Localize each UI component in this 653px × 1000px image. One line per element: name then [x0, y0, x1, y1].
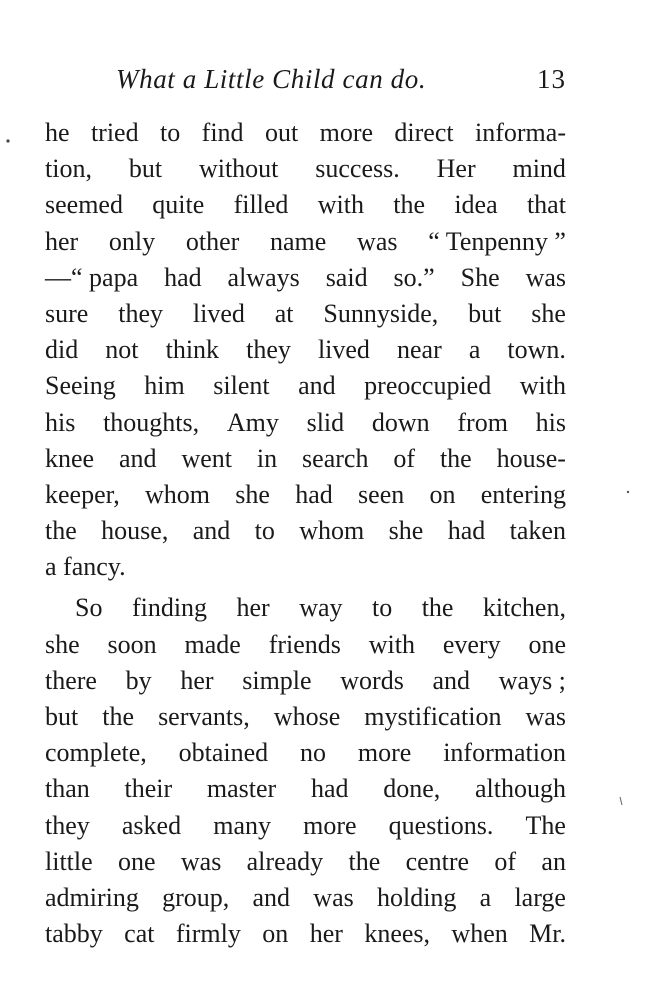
word: the — [102, 702, 135, 731]
word: to — [254, 516, 275, 546]
word: always — [227, 262, 300, 292]
word: lived — [192, 298, 245, 328]
word: holding — [376, 882, 457, 912]
word: friends — [268, 629, 341, 659]
word: and — [298, 371, 336, 401]
page-number: 13 — [537, 64, 566, 94]
word: but — [128, 154, 163, 184]
running-title: What a Little Child can do. — [116, 64, 427, 94]
word: was — [313, 882, 354, 912]
word: So — [75, 593, 103, 623]
word: soon — [107, 629, 157, 659]
word: and — [252, 882, 291, 912]
text-line — [45, 260, 566, 296]
word: by — [125, 665, 152, 695]
word: only — [108, 226, 156, 256]
word: with — [317, 190, 364, 220]
word: was — [525, 702, 566, 731]
word: with — [368, 629, 415, 659]
word: so.” — [393, 262, 435, 292]
word: they — [246, 335, 291, 365]
word: a fancy. — [45, 552, 126, 582]
word: said — [325, 262, 368, 292]
word: way — [299, 593, 343, 623]
word: She — [460, 262, 500, 292]
word: had — [447, 516, 486, 546]
text-line — [45, 627, 566, 663]
word: taken — [509, 516, 566, 546]
word: to — [371, 593, 393, 623]
word: idea — [454, 190, 498, 220]
word: the — [348, 846, 381, 876]
text-line — [45, 187, 566, 223]
word: done, — [383, 774, 441, 804]
word: and — [119, 443, 157, 473]
word: an — [541, 846, 566, 876]
word: had — [164, 262, 202, 292]
word: she — [531, 298, 566, 328]
word: Amy — [226, 407, 279, 437]
word: quite — [152, 190, 205, 220]
word: tabby — [45, 919, 103, 949]
word: seen — [358, 479, 405, 509]
word: had — [310, 774, 349, 804]
word: kitchen, — [482, 593, 566, 623]
word: she — [45, 629, 80, 659]
paragraph — [45, 590, 566, 952]
word: ways ; — [498, 665, 566, 695]
word: every — [442, 629, 501, 659]
word: was — [357, 226, 398, 256]
word: tion, — [45, 154, 92, 184]
word: his — [45, 407, 76, 437]
word: more — [303, 810, 357, 840]
word: made — [184, 629, 241, 659]
word: down — [371, 407, 430, 437]
word: her — [309, 919, 343, 949]
word: already — [246, 846, 324, 876]
word: think — [165, 335, 220, 365]
word: at — [274, 298, 294, 328]
word: informa- — [475, 118, 566, 147]
word: more — [319, 118, 374, 147]
word: sure — [45, 298, 89, 328]
word: when — [451, 919, 508, 949]
word: master — [206, 774, 277, 804]
word: the — [393, 190, 426, 220]
body-text — [45, 115, 566, 952]
word: out — [264, 118, 299, 147]
text-line — [45, 368, 566, 404]
word: obtained — [178, 738, 269, 768]
text-line — [45, 771, 566, 807]
word: of — [393, 443, 416, 473]
word: her — [180, 665, 214, 695]
word: filled — [233, 190, 289, 220]
text-line — [45, 663, 566, 699]
word: without — [198, 154, 279, 184]
word: from — [457, 407, 508, 437]
word: whose — [273, 702, 341, 731]
word: in — [256, 443, 278, 473]
text-line — [45, 590, 566, 626]
word: his — [535, 407, 566, 437]
text-line — [45, 441, 566, 477]
word: mystification — [364, 702, 502, 731]
word: —“ papa — [45, 262, 139, 292]
word: other — [185, 226, 240, 256]
word: they — [45, 810, 90, 840]
word: information — [443, 738, 566, 768]
word: but — [468, 298, 502, 328]
word: questions. — [388, 810, 494, 840]
word: group, — [162, 882, 230, 912]
word: admiring — [45, 882, 139, 912]
word: search — [302, 443, 369, 473]
word: town. — [507, 335, 566, 365]
text-line — [45, 405, 566, 441]
word: many — [213, 810, 271, 840]
word: was — [180, 846, 222, 876]
text-line — [45, 916, 566, 952]
word: knees, — [364, 919, 431, 949]
word: their — [124, 774, 173, 804]
word: although — [475, 774, 566, 804]
word: there — [45, 665, 97, 695]
word: she — [388, 516, 424, 546]
word: to — [160, 118, 181, 147]
text-line — [45, 699, 566, 735]
word: but — [45, 702, 79, 731]
word: they — [118, 298, 163, 328]
word: on — [262, 919, 289, 949]
word: finding — [131, 593, 208, 623]
word: Sunnyside, — [323, 298, 439, 328]
word: house- — [496, 443, 566, 473]
word: house, — [101, 516, 169, 546]
word: name — [270, 226, 327, 256]
text-line — [45, 151, 566, 187]
word: the — [421, 593, 454, 623]
word: the — [439, 443, 472, 473]
word: simple — [242, 665, 312, 695]
running-head — [0, 64, 653, 104]
text-line — [45, 477, 566, 513]
word: Mr. — [529, 919, 566, 949]
word: she — [235, 479, 270, 509]
word: had — [295, 479, 333, 509]
word: that — [526, 190, 566, 220]
text-line — [45, 296, 566, 332]
word: find — [201, 118, 244, 147]
word: thoughts, — [103, 407, 200, 437]
word: no — [300, 738, 327, 768]
word: and — [192, 516, 231, 546]
text-line — [45, 224, 566, 260]
word: entering — [480, 479, 566, 509]
word: asked — [121, 810, 182, 840]
word: lived — [317, 335, 370, 365]
word: a — [468, 335, 481, 365]
word: he — [45, 118, 70, 147]
word: was — [525, 262, 566, 292]
word: near — [397, 335, 442, 365]
word: him — [144, 371, 185, 401]
word: large — [514, 882, 566, 912]
word: preoccupied — [364, 371, 492, 401]
text-line — [45, 735, 566, 771]
word: on — [429, 479, 456, 509]
word: centre — [405, 846, 470, 876]
text-line — [45, 332, 566, 368]
text-line — [45, 880, 566, 916]
word: one — [528, 629, 566, 659]
word: keeper, — [45, 479, 120, 509]
word: of — [494, 846, 517, 876]
word: her — [45, 226, 79, 256]
word: than — [45, 774, 90, 804]
word: firmly — [175, 919, 241, 949]
word: slid — [306, 407, 345, 437]
word: direct — [394, 118, 454, 147]
word: success. — [315, 154, 400, 184]
word: little — [45, 846, 93, 876]
word: Seeing — [45, 371, 116, 401]
word: not — [105, 335, 139, 365]
word: her — [236, 593, 270, 623]
word: whom — [299, 516, 365, 546]
word: did — [45, 335, 79, 365]
text-line — [45, 513, 566, 549]
word: silent — [213, 371, 270, 401]
word: the — [45, 516, 77, 546]
word: whom — [145, 479, 211, 509]
word: more — [357, 738, 412, 768]
word: went — [181, 443, 232, 473]
word: complete, — [45, 738, 147, 768]
word: mind — [512, 154, 566, 184]
word: seemed — [45, 190, 123, 220]
text-line — [45, 808, 566, 844]
word: Her — [436, 154, 476, 184]
word: The — [525, 810, 566, 840]
word: tried — [90, 118, 139, 147]
word: cat — [124, 919, 155, 949]
text-line — [45, 844, 566, 880]
word: servants, — [158, 702, 250, 731]
text-line — [45, 549, 566, 585]
word: “ Tenpenny ” — [428, 226, 566, 256]
word: knee — [45, 443, 95, 473]
paragraph — [45, 115, 566, 585]
word: words — [340, 665, 404, 695]
word: with — [519, 371, 566, 401]
word: one — [118, 846, 156, 876]
word: and — [432, 665, 471, 695]
text-line — [45, 115, 566, 151]
word: a — [479, 882, 492, 912]
